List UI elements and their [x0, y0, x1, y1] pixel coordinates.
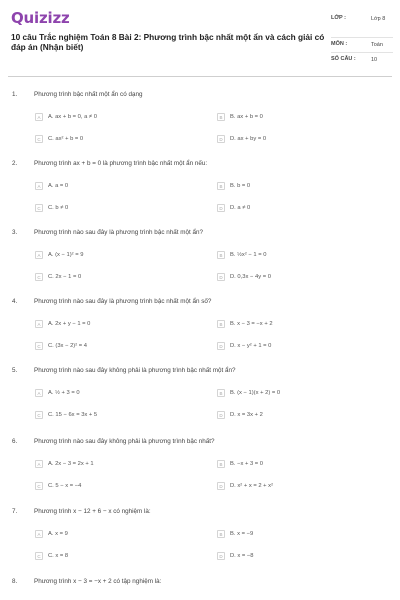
option-letter-box: B — [217, 251, 225, 259]
meta-label: MÔN : — [331, 41, 348, 47]
option-a[interactable] — [35, 318, 90, 330]
question-1 — [0, 91, 400, 161]
option-text: B. (x − 1)(x + 2) = 0 — [230, 390, 281, 396]
meta-value: Lớp 8 — [371, 16, 386, 22]
option-b[interactable] — [217, 318, 273, 330]
option-text: A. ½ + 3 = 0 — [48, 390, 80, 396]
meta-row-class — [331, 12, 393, 38]
option-text: A. x = 9 — [48, 531, 68, 537]
option-letter-box: D — [217, 204, 225, 212]
option-letter-box: B — [217, 182, 225, 190]
option-letter-box: C — [35, 273, 43, 281]
option-text: A. 2x + y − 1 = 0 — [48, 321, 91, 327]
question-text: Phương trình nào sau đây không phải là phương trình bậc nhất? — [34, 438, 215, 445]
option-letter-box: B — [217, 530, 225, 538]
option-text: A. (x − 1)² = 9 — [48, 252, 84, 258]
option-text: D. a ≠ 0 — [230, 205, 251, 211]
question-6 — [0, 438, 400, 508]
option-letter-box: D — [217, 135, 225, 143]
option-text: D. x² + x = 2 + x² — [230, 483, 274, 489]
option-text: B. b = 0 — [230, 183, 251, 189]
option-letter-box: A — [35, 320, 43, 328]
question-number: 8. — [12, 578, 18, 585]
question-number: 3. — [12, 229, 18, 236]
question-4 — [0, 298, 400, 368]
option-d[interactable] — [217, 480, 273, 492]
question-3 — [0, 229, 400, 299]
option-a[interactable] — [35, 528, 68, 540]
option-text: C. x = 8 — [48, 553, 69, 559]
option-text: A. ax + b = 0, a ≠ 0 — [48, 114, 97, 120]
option-text: B. x = −9 — [230, 531, 254, 537]
option-letter-box: B — [217, 460, 225, 468]
option-text: B. ax + b = 0 — [230, 114, 263, 120]
question-text: Phương trình ax + b = 0 là phương trình bậc nhất một ẩn nếu: — [34, 160, 208, 167]
option-text: D. 0,3x − 4y = 0 — [230, 274, 271, 280]
option-a[interactable] — [35, 111, 97, 123]
option-text: D. x − y² + 1 = 0 — [230, 343, 272, 349]
option-letter-box: A — [35, 530, 43, 538]
question-number: 5. — [12, 367, 18, 374]
question-8 — [0, 578, 400, 598]
option-letter-box: D — [217, 482, 225, 490]
option-c[interactable] — [35, 550, 68, 562]
option-letter-box: C — [35, 411, 43, 419]
option-c[interactable] — [35, 480, 81, 492]
option-letter-box: A — [35, 389, 43, 397]
question-2 — [0, 160, 400, 230]
option-text: C. 5 − x = −4 — [48, 483, 82, 489]
option-d[interactable] — [217, 202, 250, 214]
option-letter-box: A — [35, 251, 43, 259]
option-d[interactable] — [217, 271, 271, 283]
option-b[interactable] — [217, 458, 263, 470]
option-c[interactable] — [35, 202, 68, 214]
option-b[interactable] — [217, 387, 280, 399]
option-text: D. x = 3x + 2 — [230, 412, 263, 418]
option-letter-box: C — [35, 135, 43, 143]
option-c[interactable] — [35, 133, 83, 145]
meta-value: Toán — [371, 42, 383, 48]
option-a[interactable] — [35, 249, 83, 261]
quizizz-logo: Quizizz — [11, 9, 70, 27]
question-number: 2. — [12, 160, 18, 167]
question-7 — [0, 508, 400, 578]
meta-row-question-count — [331, 53, 393, 67]
question-text: Phương trình nào sau đây là phương trình bậc nhất một ẩn? — [34, 229, 203, 236]
question-number: 4. — [12, 298, 18, 305]
option-b[interactable] — [217, 528, 253, 540]
option-letter-box: A — [35, 460, 43, 468]
option-letter-box: B — [217, 113, 225, 121]
option-d[interactable] — [217, 340, 271, 352]
option-text: C. b ≠ 0 — [48, 205, 69, 211]
option-b[interactable] — [217, 180, 250, 192]
meta-value: 10 — [371, 57, 378, 63]
option-letter-box: D — [217, 273, 225, 281]
question-text: Phương trình x − 12 + 6 − x có nghiệm là: — [34, 508, 151, 515]
option-text: D. x = −8 — [230, 553, 254, 559]
option-text: C. ax² + b = 0 — [48, 136, 84, 142]
option-b[interactable] — [217, 249, 266, 261]
option-c[interactable] — [35, 340, 87, 352]
option-letter-box: D — [217, 411, 225, 419]
option-b[interactable] — [217, 111, 263, 123]
option-text: C. (3x − 2)² = 4 — [48, 343, 87, 349]
question-number: 1. — [12, 91, 18, 98]
question-number: 6. — [12, 438, 18, 445]
option-letter-box: A — [35, 182, 43, 190]
option-text: B. ½x² − 1 = 0 — [230, 252, 267, 258]
option-letter-box: B — [217, 320, 225, 328]
option-c[interactable] — [35, 271, 81, 283]
option-a[interactable] — [35, 387, 80, 399]
option-text: A. 2x − 3 = 2x + 1 — [48, 461, 94, 467]
option-text: B. −x + 3 = 0 — [230, 461, 264, 467]
option-letter-box: C — [35, 482, 43, 490]
option-letter-box: C — [35, 552, 43, 560]
option-letter-box: D — [217, 552, 225, 560]
meta-row-subject — [331, 38, 393, 53]
meta-label: LỚP : — [331, 15, 346, 21]
option-text: D. ax + by = 0 — [230, 136, 267, 142]
question-text: Phương trình bậc nhất một ẩn có dạng — [34, 91, 143, 98]
option-letter-box: B — [217, 389, 225, 397]
meta-label: SỐ CÂU : — [331, 56, 356, 62]
option-letter-box: C — [35, 342, 43, 350]
option-letter-box: C — [35, 204, 43, 212]
option-a[interactable] — [35, 180, 68, 192]
worksheet-title: 10 câu Trắc nghiệm Toán 8 Bài 2: Phương trình bậc nhất một ẩn và cách giải có đáp án (Nhận biết) — [11, 32, 325, 52]
question-text: Phương trình nào sau đây là phương trình bậc nhất một ẩn số? — [34, 298, 212, 305]
option-d[interactable] — [217, 550, 254, 562]
question-text: Phương trình x − 3 = −x + 2 có tập nghiệm là: — [34, 578, 162, 585]
question-5 — [0, 367, 400, 437]
option-letter-box: D — [217, 342, 225, 350]
question-text: Phương trình nào sau đây không phải là phương trình bậc nhất một ẩn? — [34, 367, 236, 374]
header-divider — [8, 76, 392, 77]
option-text: C. 15 − 6x = 3x + 5 — [48, 412, 98, 418]
option-text: B. x − 3 = −x + 2 — [230, 321, 273, 327]
option-a[interactable] — [35, 458, 94, 470]
option-text: C. 2x − 1 = 0 — [48, 274, 82, 280]
option-letter-box: A — [35, 113, 43, 121]
option-c[interactable] — [35, 409, 97, 421]
worksheet-meta — [331, 12, 393, 67]
option-text: A. a = 0 — [48, 183, 69, 189]
question-number: 7. — [12, 508, 18, 515]
option-d[interactable] — [217, 133, 266, 145]
option-d[interactable] — [217, 409, 263, 421]
